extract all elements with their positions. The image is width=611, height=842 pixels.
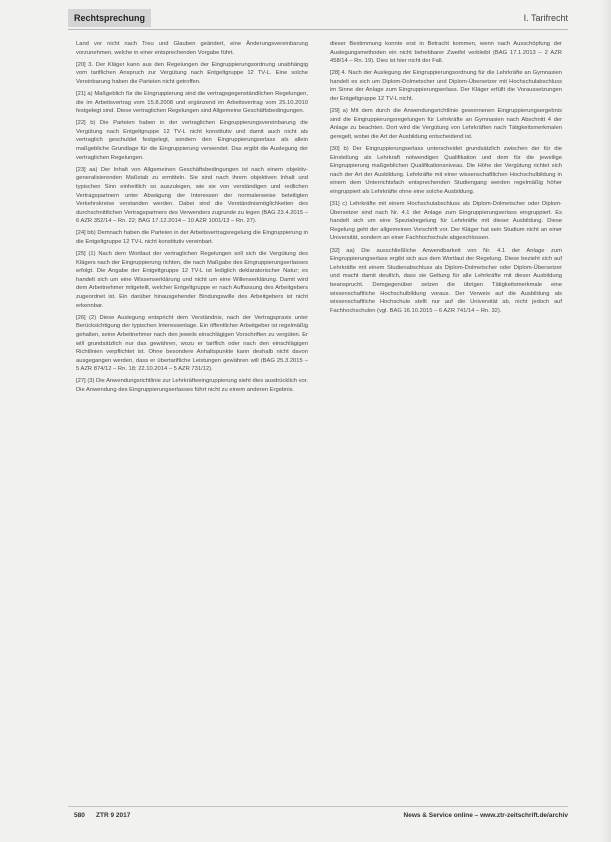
- page-edge-shadow: [601, 0, 611, 842]
- paragraph: [22] b) Die Parteien haben in der vertraglichen Eingruppierungsvereinbarung die Vergütung nach Entgeltgruppe 12 TV-L nicht konstitutiv und damit auch nicht als vertraglich geschuldet festgelegt, sondern den Eingruppierungserlass als allein maßgebliche Grundlage für die Eingruppierung verwendet. Das ergibt die Auslegung der vertraglichen Regelungen.: [76, 120, 308, 161]
- footer-divider: [68, 806, 568, 807]
- journal-issue: ZTR 9 2017: [96, 812, 131, 819]
- paragraph: dieser Bestimmung konnte erst in Betracht kommen, wenn nach Ausschöpfung der Auslegungsmethoden ein nicht behebbarer Zweifel verbleibt (BAG 17.1.2013 – 2 AZR 458/14 – Rn. 19). Dies ist hier nicht der Fall.: [330, 41, 562, 65]
- section-title: Rechtsprechung: [68, 9, 151, 27]
- page-number: 580: [74, 812, 85, 819]
- paragraph: Land vor nicht nach Treu und Glauben geändert, eine Änderungsvereinbarung vorzunehmen, welche in einer entsprechenden Vorgabe führt.: [76, 41, 308, 56]
- paragraph: [30] b) Der Eingruppierungserlass unterscheidet grundsätzlich zwischen der für die Einstellung als Lehrkraft notwendigen Qualifikation und dem für die jeweilige Eingruppierung maßgeblichen Qualifikationsniveau. Die Höhe der Vergütung richtet sich nach der Art der Ausbildung. Lehrkräfte mit einer wissenschaftlichen Hochschulbildung in einem dem Unterrichtsfach entsprechenden Studiengang werden regelmäßig höher eingruppiert als Lehrkräfte ohne eine solche Ausbildung.: [330, 146, 562, 195]
- paragraph: [29] a) Mit dem durch die Anwendungsrichtlinie gewonnenen Eingruppierungsergebnis sind die Eingruppierungsregelungen für Lehrkräfte an Gymnasien nach Abschnitt 4 der Anlage zu beachten. Dort wird die Vergütung von Lehrkräften nach Tätigkeitsmerkmalen geregelt, wobei die Art der Ausbildung entscheidend ist.: [330, 108, 562, 140]
- subsection-label: I. Tarifrecht: [523, 13, 568, 23]
- paragraph: [26] (2) Diese Auslegung entspricht dem Verständnis, nach der Vertragspraxis unter Berücksichtigung der typischen Interessenlage. Ein öffentlicher Arbeitgeber ist regelmäßig gehalten, seine Arbeitnehmer nach den jeweils einschlägigen Vorschriften zu vergüten. Er will grundsätzlich nur das gewähren, wozu er tariflich oder nach den einschlägigen Richtlinien verpflichtet ist. Ohne besondere Anhaltspunkte kann deshalb nicht davon ausgegangen werden, dass er übertarifliche Leistungen gewähren will (BAG 25.3.2015 – 5 AZR 874/12 – Rn. 18; 22.10.2014 – 5 AZR 731/12).: [76, 314, 308, 373]
- left-text-column: [76, 40, 308, 800]
- paragraph: [31] c) Lehrkräfte mit einem Hochschulabschluss als Diplom-Dolmetscher oder Diplom-Übersetzer sind nach Nr. 4.1 der Anlage zum Eingruppierungserlass eingruppiert. Es handelt sich um eine Spezialregelung für Lehrkräfte mit dieser Ausbildung. Diese Regelung geht der allgemeinen Vorschrift vor. Der Kläger hat sein Studium nicht an einer Universität, sondern an einer Fachhochschule abgeschlossen.: [330, 201, 562, 242]
- paragraph: [21] a) Maßgeblich für die Eingruppierung sind die vertragsgegenständlichen Regelungen, die im Arbeitsvertrag vom 15.8.2008 und ergänzend im Arbeitsvertrag vom 25.10.2010 festgelegt sind. Diese vertraglichen Regelungen sind Allgemeine Geschäftsbedingungen.: [76, 90, 308, 115]
- paragraph: [25] (1) Nach dem Wortlaut der vertraglichen Regelungen soll sich die Vergütung des Klägers nach der Eingruppierung richten, die nach Maßgabe des Eingruppierungserlasses erfolgt. Die Angabe der Entgeltgruppe 12 TV-L ist lediglich deklaratorischer Natur; es handelt sich um eine Wissenserklärung und nicht um eine Willenserklärung. Damit wird dem Arbeitnehmer mitgeteilt, welcher Entgeltgruppe er nach Auffassung des Arbeitgebers zugeordnet ist. Ein darüber hinausgehender Bindungswille des Arbeitgebers ist nicht erkennbar.: [76, 251, 308, 309]
- paragraph: [27] (3) Die Anwendungsrichtlinie zur Lehrkräfteeingruppierung sieht dies ausdrücklich vor. Die Anwendung des Eingruppierungserlasses führt nicht zu einem anderen Ergebnis.: [76, 378, 308, 393]
- online-service-link[interactable]: News & Service online – www.ztr-zeitschrift.de/archiv: [403, 812, 568, 819]
- paragraph: [23] aa) Der Inhalt von Allgemeinen Geschäftsbedingungen ist nach einem objektiv-generalisierenden Maßstab zu ermitteln. Sie sind nach ihrem objektiven Inhalt und typischen Sinn einheitlich so auszulegen, wie sie von verständigen und redlichen Vertragspartnern unter Abwägung der Interessen der normalerweise beteiligten Verkehrskreise verstanden werden. Dabei sind die Verständnismöglichkeiten des durchschnittlichen Vertragspartners des Verwenders zugrunde zu legen (BAG 23.4.2015 – 6 AZR 352/14 – Rn. 22; BAG 17.12.2014 – 10 AZR 1001/13 – Rn. 27).: [76, 166, 308, 225]
- paragraph: [28] 4. Nach der Auslegung der Eingruppierungsordnung für die Lehrkräfte an Gymnasien handelt es sich um Diplom-Dolmetscher und Diplom-Übersetzer mit Hochschulabschluss im Sinne der Anlage zum Eingruppierungserlass. Der Kläger erfüllt die Voraussetzungen der Entgeltgruppe 12 TV-L nicht.: [330, 70, 562, 103]
- paragraph: [24] bb) Demnach haben die Parteien in der Arbeitsvertragsregelung die Eingruppierung in die Entgeltgruppe 12 TV-L nicht konstitutiv vereinbart.: [76, 230, 308, 245]
- page-footer: [68, 810, 568, 822]
- paragraph: [20] 3. Der Kläger kann aus den Regelungen der Eingruppierungsordnung unabhängig vom tariflichen Anspruch zur Vergütung nach Entgeltgruppe 12 TV-L. Eine solche Vereinbarung haben die Parteien nicht getroffen.: [76, 61, 308, 85]
- header-divider: [68, 29, 568, 30]
- paragraph: [32] aa) Die ausschließliche Anwendbarkeit von Nr. 4.1 der Anlage zum Eingruppierungserlass ergibt sich aus dem Wortlaut der Regelung. Diese bezieht sich auf Lehrkräfte mit einem Studienabschluss als Diplom-Dolmetscher oder Diplom-Übersetzer und macht damit deutlich, dass sie Geltung für alle Lehrkräfte mit dieser Ausbildung beansprucht. Demgegenüber setzen die übrigen Tätigkeitsmerkmale eine wissenschaftliche Hochschulbildung voraus. Der Verweis auf die Ausbildung als wissenschaftliche Hochschule stellt nur auf die Universität ab, nicht jedoch auf Fachhochschulen (vgl. BAG 16.10.2015 – 6 AZR 741/14 – Rn. 32).: [330, 247, 562, 314]
- page-header: [68, 9, 568, 27]
- right-text-column: [330, 40, 562, 800]
